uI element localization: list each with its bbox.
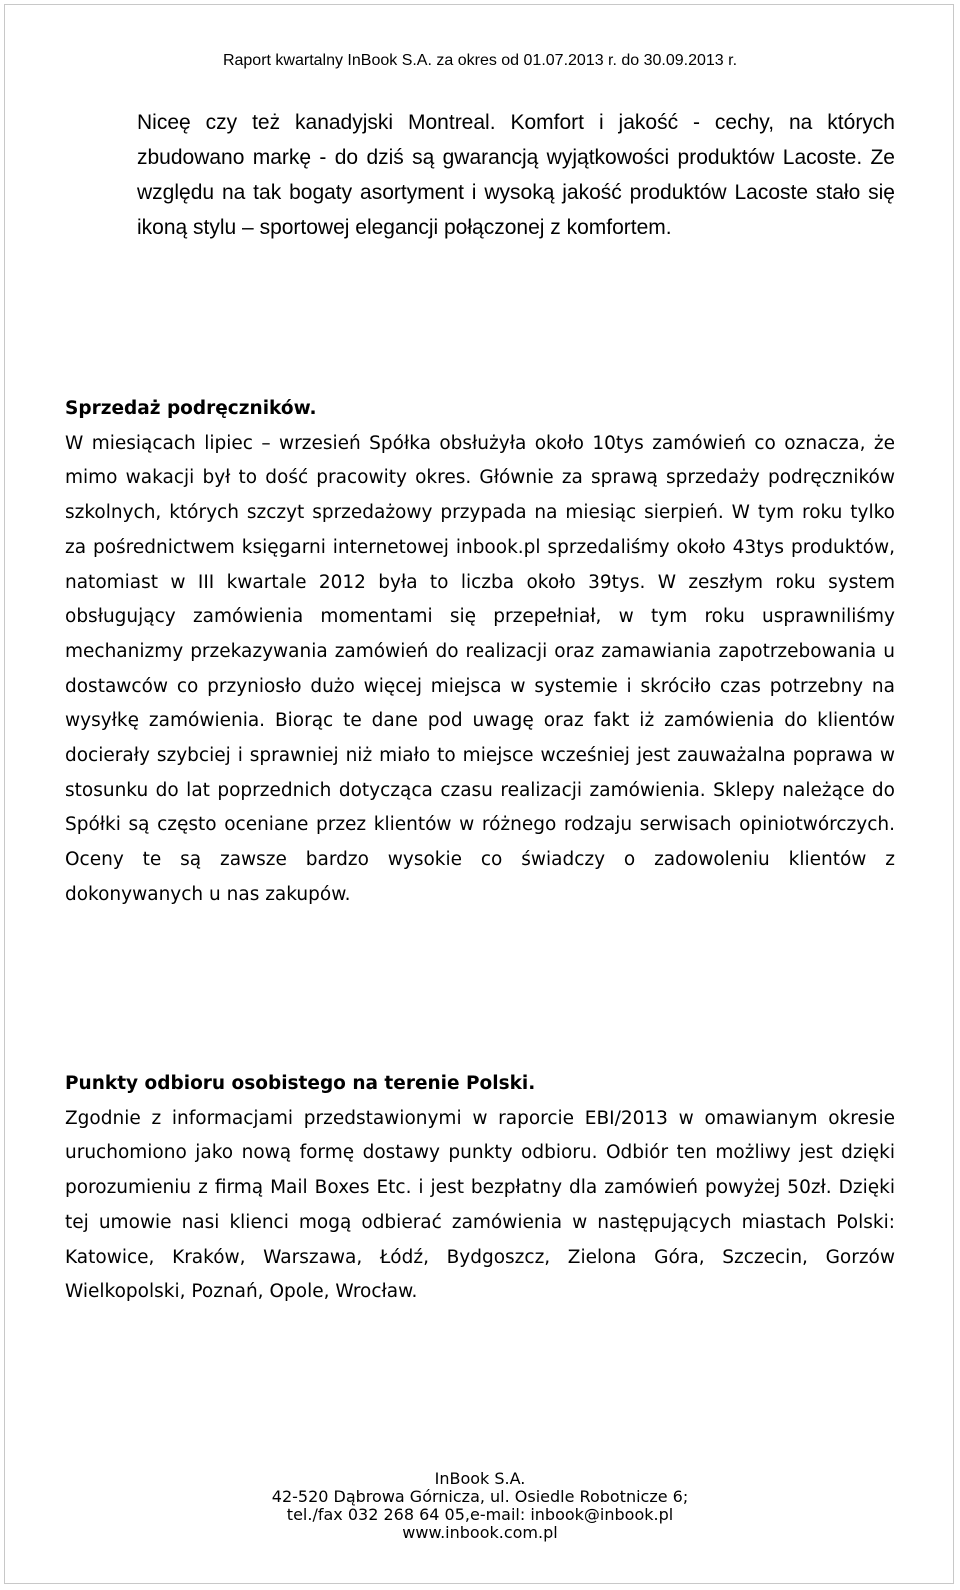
footer-contact: tel./fax 032 268 64 05,e-mail: inbook@inbook.pl	[286, 1505, 674, 1524]
pickup-points-heading: Punkty odbioru osobistego na terenie Polski.	[65, 1073, 536, 1094]
report-header: Raport kwartalny InBook S.A. za okres od 01.07.2013 r. do 30.09.2013 r.	[222, 52, 738, 69]
footer-website: www.inbook.com.pl	[402, 1523, 558, 1542]
intro-paragraph: Niceę czy też kanadyjski Montreal. Komfort i jakość - cechy, na których zbudowano markę - do dziś są gwarancją wyjątkowości produktów Lacoste. Ze względu na tak bogaty asortyment i wysoką jakość produktów Lacoste stało się ikoną stylu – sportowej elegancji połączonej z komfortem.	[137, 111, 895, 239]
intro-section	[137, 105, 895, 245]
textbook-sales-section	[65, 392, 895, 913]
footer-address: 42-520 Dąbrowa Górnicza, ul. Osiedle Robotnicze 6;	[271, 1487, 689, 1506]
textbook-sales-heading: Sprzedaż podręczników.	[65, 398, 317, 419]
pickup-points-paragraph: Zgodnie z informacjami przedstawionymi w raporcie EBI/2013 w omawianym okresie uruchomiono jako nową formę dostawy punkty odbioru. Odbiór ten możliwy jest dzięki porozumieniu z firmą Mail Boxes Etc. i jest bezpłatny dla zamówień powyżej 50zł. Dzięki tej umowie nasi klienci mogą odbierać zamówienia w następujących miastach Polski: Katowice, Kraków, Warszawa, Łódź, Bydgoszcz, Zielona Góra, Szczecin, Gorzów Wielkopolski, Poznań, Opole, Wrocław.	[65, 1107, 895, 1303]
footer-company: InBook S.A.	[434, 1469, 526, 1488]
pickup-points-section	[65, 1067, 895, 1310]
textbook-sales-paragraph: W miesiącach lipiec – wrzesień Spółka obsłużyła około 10tys zamówień co oznacza, że mimo wakacji był to dość pracowity okres. Głównie za sprawą sprzedaży podręczników szkolnych, których szczyt sprzedażowy przypada na miesiąc sierpień. W tym roku tylko za pośrednictwem księgarni internetowej inbook.pl sprzedaliśmy około 43tys produktów, natomiast w III kwartale 2012 była to liczba około 39tys. W zeszłym roku system obsługujący zamówienia momentami się przepełniał, w tym roku usprawniliśmy mechanizmy przekazywania zamówień do realizacji oraz zamawiania zapotrzebowania u dostawców co przyniosło dużo więcej miejsca w systemie i skróciło czas potrzebny na wysyłkę zamówienia. Biorąc te dane pod uwagę oraz fakt iż zamówienia do klientów docierały szybciej i sprawniej niż miało to miejsce wcześniej jest zauważalna poprawa w stosunku do lat poprzednich dotycząca czasu realizacji zamówienia. Sklepy należące do Spółki są często oceniane przez klientów w różnego rodzaju serwisach opiniotwórczych. Oceny te są zawsze bardzo wysokie co świadczy o zadowoleniu klientów z dokonywanych u nas zakupów.	[65, 432, 895, 905]
page-footer	[0, 1470, 960, 1542]
